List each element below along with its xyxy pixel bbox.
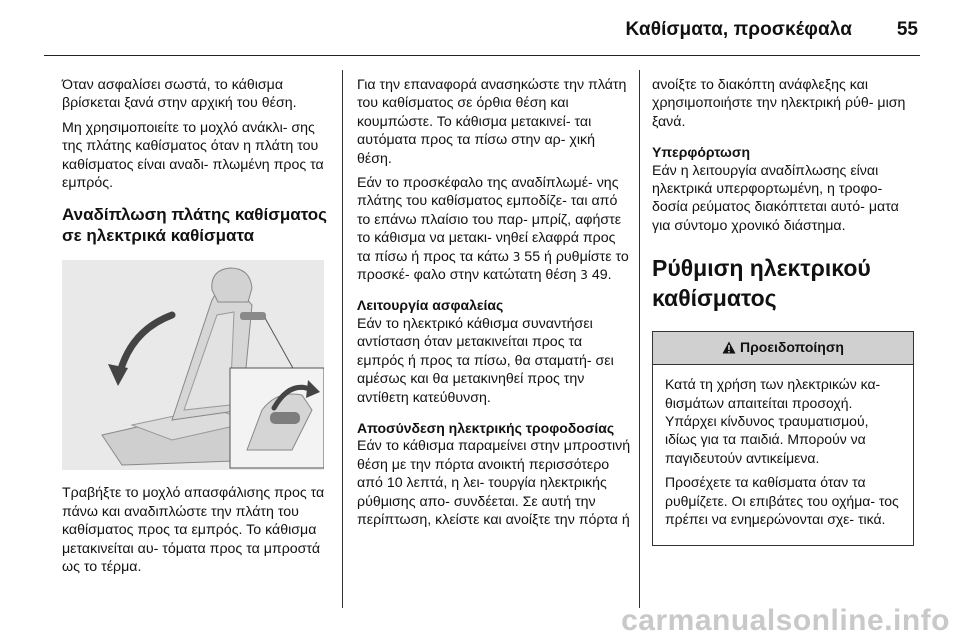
paragraph: Όταν ασφαλίσει σωστά, το κάθισμα βρίσκεται ξανά στην αρχική του θέση. <box>62 77 297 112</box>
subheading-overload: Υπερφόρτωση <box>652 144 751 161</box>
paragraph <box>357 174 631 284</box>
seat-fold-illustration <box>62 260 324 470</box>
text-run: Εάν το προσκέφαλο της αναδίπλωμέ- νης πλάτης του καθίσματος εμποδίζε- ται από το επάνω πλαίσιο του παρ- μπρίζ, αφήστε το κάθισμα να μετακι- νηθεί ελαφρά προς τα πίσω ή προς τα κάτω <box>357 175 622 265</box>
page-title: Καθίσματα, προσκέφαλα <box>625 19 852 40</box>
text-run: 55 ή ρυθμίστε το προσκέ- φαλο στην κατώτατη θέση <box>357 248 629 284</box>
paragraph: Εάν η λειτουργία αναδίπλωσης είναι ηλεκτρικά υπερφορτωμένη, η τροφο- δοσία ρεύματος διακόπτεται αυτό- ματα για σύντομο χρονικό διάστημα. <box>652 162 899 234</box>
page-ref-icon[interactable]: 3 <box>580 268 588 283</box>
section-heading: Ρύθμιση ηλεκτρικού καθίσματος <box>652 255 871 312</box>
paragraph: Προσέχετε τα καθίσματα όταν τα ρυθμίζετε. Οι επιβάτες του οχήμα- τος πρέπει να ενημερώνονται σχε- τικά. <box>665 474 899 528</box>
subheading-safety: Λειτουργία ασφαλείας <box>357 297 504 314</box>
paragraph: Για την επαναφορά ανασηκώστε την πλάτη του καθίσματος σε όρθια θέση και κουμπώστε. Το κάθισμα μετακινεί- ται αυτόματα προς τα πίσω στην αρ- χική θέση. <box>357 77 627 167</box>
subheading-power-disconnect: Αποσύνδεση ηλεκτρικής τροφοδοσίας <box>357 419 615 436</box>
text-run: 49. <box>587 267 612 284</box>
section-heading: Αναδίπλωση πλάτης καθίσματος σε ηλεκτρικά καθίσματα <box>62 205 328 246</box>
page-header <box>0 0 960 56</box>
page-ref-icon[interactable]: 3 <box>512 249 521 264</box>
paragraph: Τραβήξτε το μοχλό απασφάλισης προς τα πάνω και αναδιπλώστε την πλάτη του καθίσματος προς τα εμπρός. Το κάθισμα μετακινείται αυ- τόματα προς τα μπροστά ως το τέρμα. <box>62 485 325 576</box>
column-1 <box>62 76 332 582</box>
column-divider <box>639 70 640 608</box>
warning-box <box>652 331 914 545</box>
column-divider <box>342 70 343 608</box>
paragraph: Κατά τη χρήση των ηλεκτρικών κα- θισμάτων απαιτείται προσοχή. Υπάρχει κίνδυνος τραυματισμού, ιδίως για τα παιδιά. Μπορούν να παγιδευτούν αντικείμενα. <box>665 376 881 466</box>
header-divider <box>44 55 920 56</box>
paragraph: Μη χρησιμοποιείτε το μοχλό ανάκλι- σης της πλάτης καθίσματος όταν η πλάτη του καθίσματος είναι αναδι- πλωμένη προς τα εμπρός. <box>62 119 324 192</box>
column-2 <box>357 76 631 535</box>
paragraph: ανοίξτε το διακόπτη ανάφλεξης και χρησιμοποιήστε την ηλεκτρική ρύθ- μιση ξανά. <box>652 77 906 130</box>
column-3 <box>652 76 914 546</box>
paragraph: Εάν το κάθισμα παραμείνει στην μπροστινή θέση με την πόρτα ανοικτή περισσότερο από 10 λεπτά, η λει- τουργία ηλεκτρικής ρύθμισης απο- συνδέεται. Σε αυτή την περίπτωση, κλείστε και ανοίξτε την πόρτα ή <box>357 438 631 528</box>
warning-body <box>653 365 913 544</box>
warning-title: Προειδοποίηση <box>740 339 844 356</box>
paragraph: Εάν το ηλεκτρικό κάθισμα συναντήσει αντίσταση όταν μετακινείται προς τα εμπρός ή προς τα πίσω, θα σταματή- σει αμέσως και θα μετακινηθεί προς την αντίθετη κατεύθυνση. <box>357 315 614 406</box>
watermark <box>0 600 960 642</box>
watermark-text: carmanualsonline.info <box>621 604 950 637</box>
page-number: 55 <box>896 19 918 40</box>
seat-illustration-svg <box>62 260 324 470</box>
warning-header <box>653 332 913 365</box>
warning-icon <box>722 340 736 358</box>
